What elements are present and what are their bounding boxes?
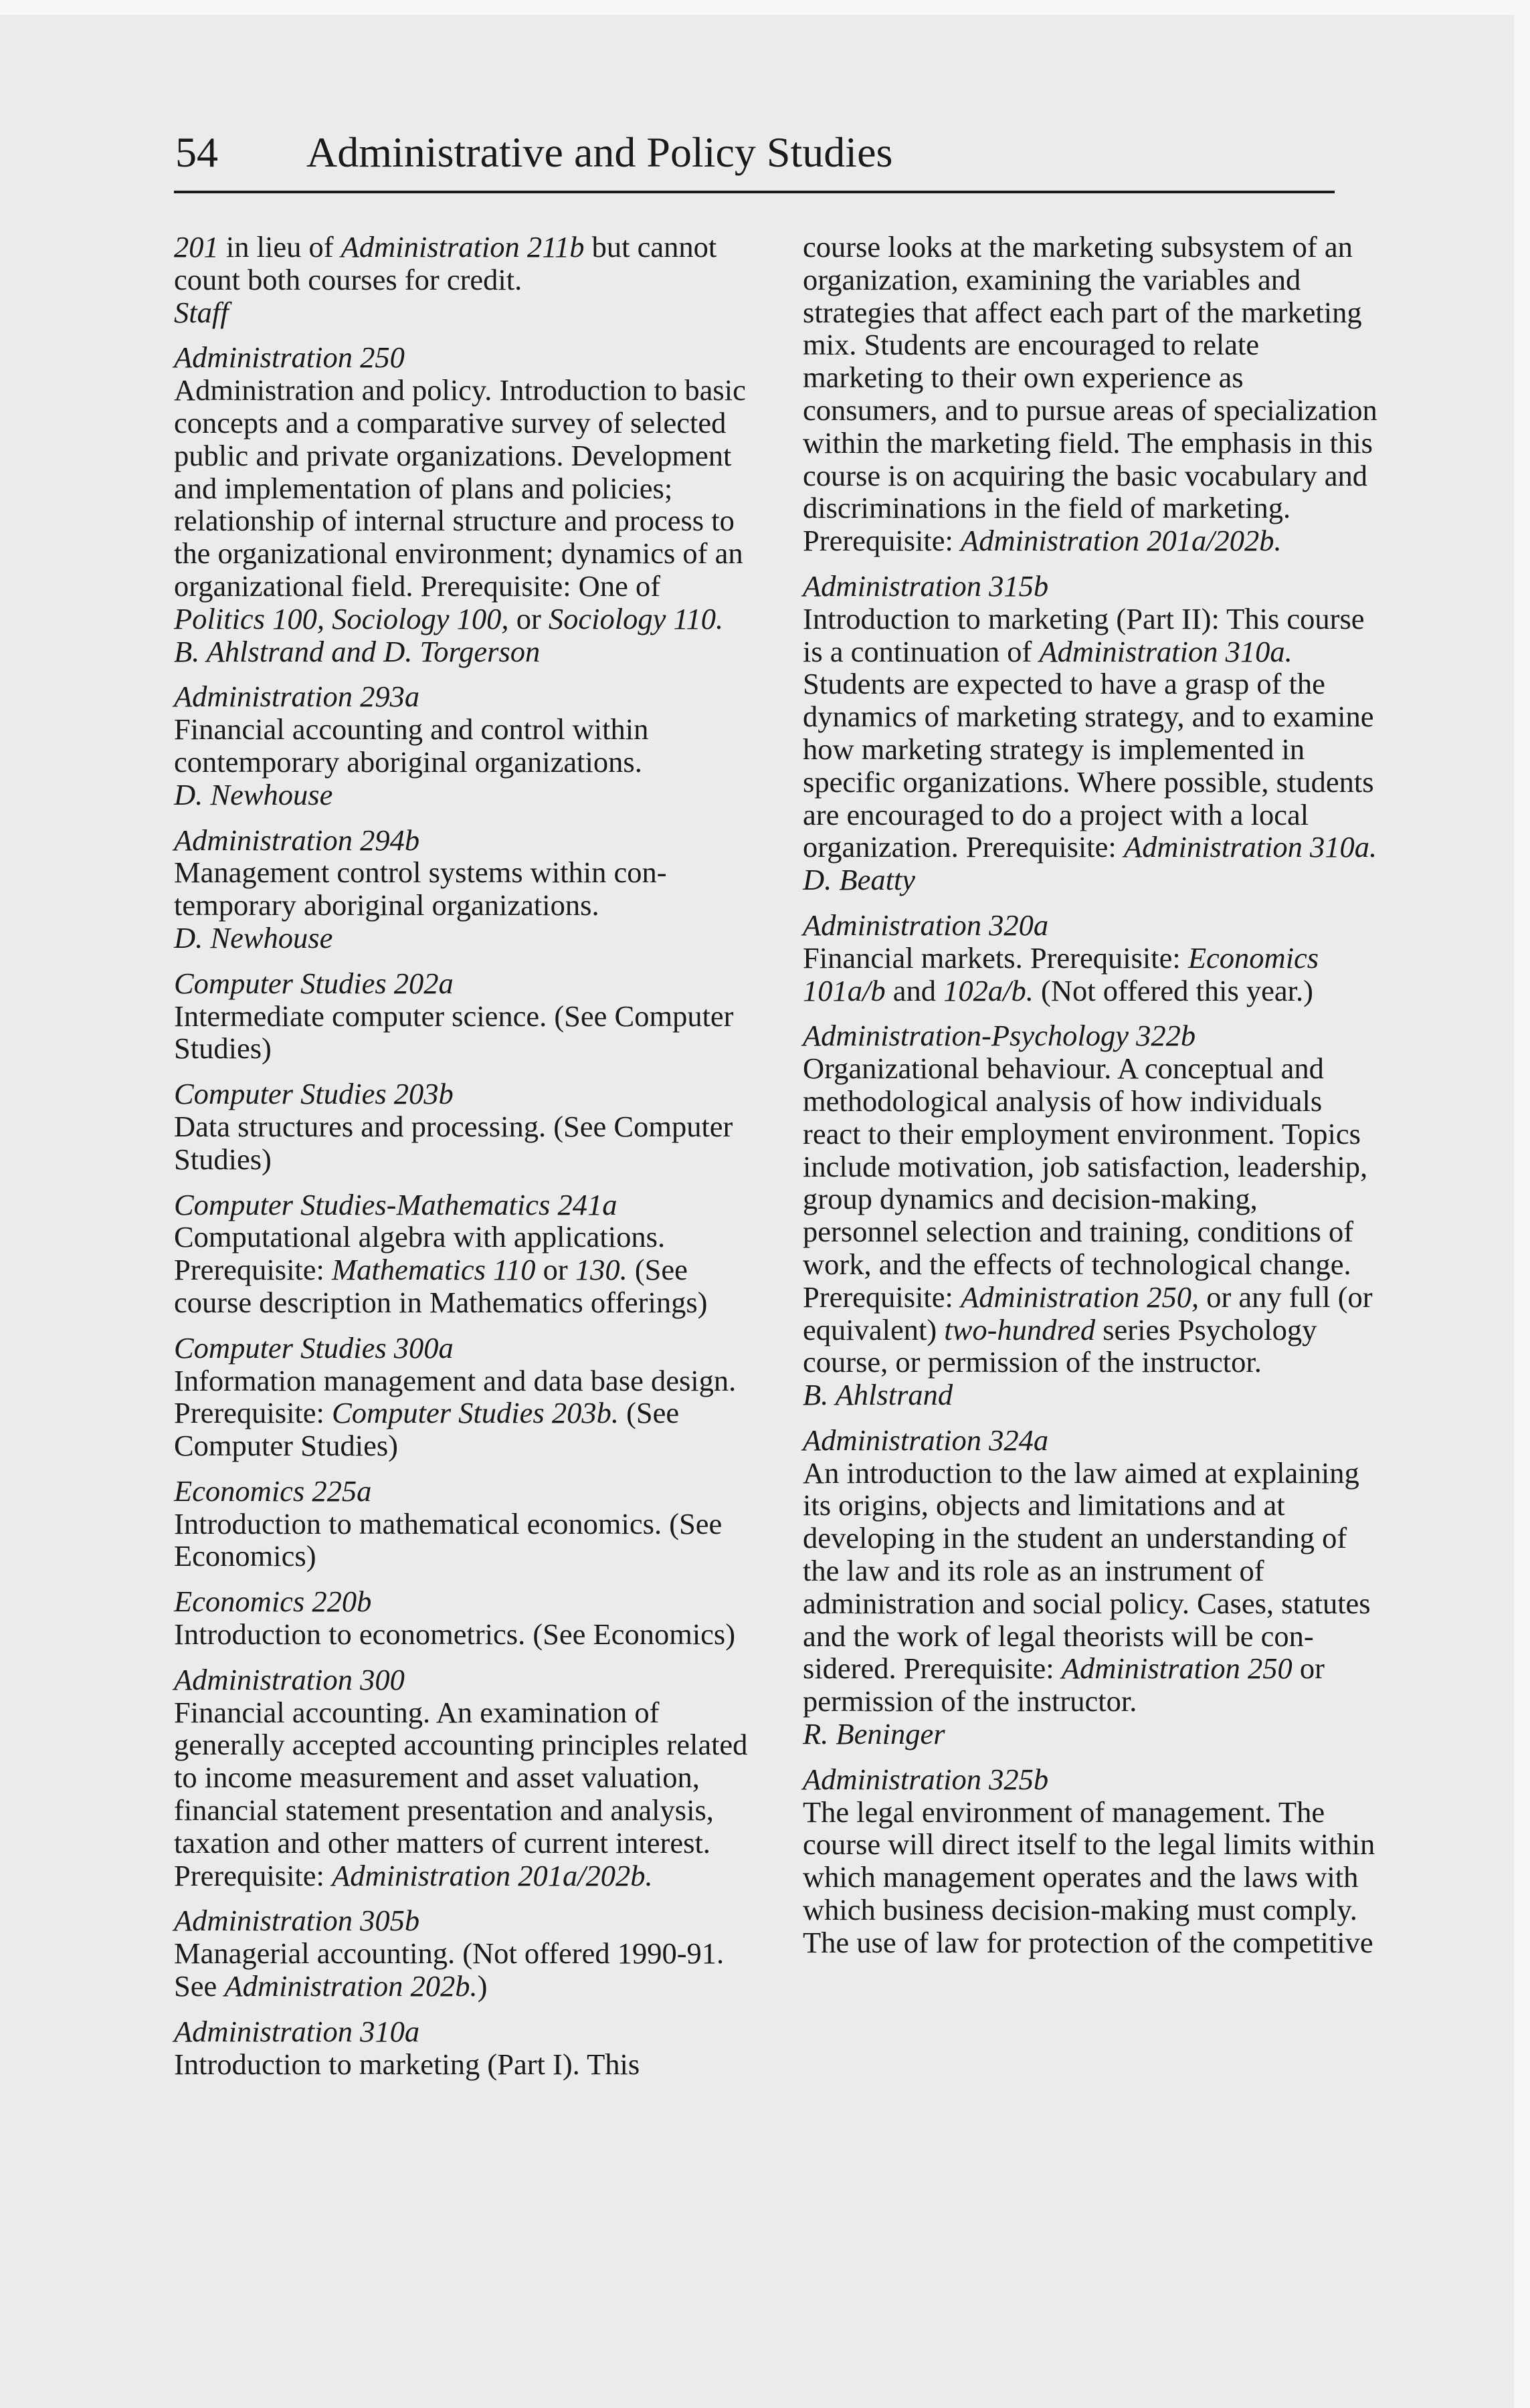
desc-text: Computational algebra with applications. Prerequisite: bbox=[174, 1220, 666, 1287]
course-title: Administration 300 bbox=[174, 1662, 405, 1696]
instructor: R. Beninger bbox=[803, 1717, 945, 1751]
scan-top-edge bbox=[0, 0, 1530, 15]
desc-text: or bbox=[508, 601, 549, 635]
entry-description: Financial accounting and control within contemporary aboriginal organizations. bbox=[174, 712, 649, 779]
course-title: Computer Studies-Mathematics 241a bbox=[174, 1187, 617, 1221]
page-number: 54 bbox=[175, 128, 218, 176]
course-title: Administration 320a bbox=[803, 908, 1049, 942]
course-title: Administration 250 bbox=[174, 340, 405, 375]
course-entry bbox=[174, 1585, 749, 1651]
course-ref: Administration 250 bbox=[1061, 1651, 1293, 1686]
course-entry bbox=[174, 2015, 749, 2081]
entry-description bbox=[803, 231, 1378, 557]
instructor: D. Newhouse bbox=[174, 920, 333, 955]
entry-description bbox=[174, 1365, 749, 1462]
course-ref: Administration 201a/202b. bbox=[332, 1858, 653, 1892]
instructor: D. Beatty bbox=[803, 863, 916, 897]
course-entry bbox=[174, 824, 749, 955]
desc-text: course looks at the marketing subsystem of an organization, examining the variables and strategies that affect each part of the marketing mix. Students are encouraged to relate marketing to their own experience as consumers, and to pursue areas of specialization within the marketing field. The emphasis in this course is on acquiring the basic vocabulary and discriminations in the field of marketing. Prerequisite: bbox=[803, 230, 1377, 558]
course-title: Administration 324a bbox=[803, 1423, 1049, 1457]
course-entry bbox=[174, 1664, 749, 1892]
entry-description bbox=[803, 942, 1378, 1007]
course-ref: 130. bbox=[575, 1253, 628, 1287]
course-entry bbox=[174, 1904, 749, 2002]
continuation-entry bbox=[174, 231, 749, 328]
entry-description bbox=[174, 1937, 749, 2003]
instructor: D. Newhouse bbox=[174, 777, 333, 811]
desc-text: ) bbox=[477, 1969, 488, 2003]
course-ref: Administration 211b bbox=[341, 230, 585, 264]
page-title: Administrative and Policy Studies bbox=[306, 128, 893, 176]
header-rule bbox=[174, 191, 1335, 193]
instructor: Staff bbox=[174, 295, 229, 329]
course-title: Economics 220b bbox=[174, 1585, 372, 1619]
entry-description: Intermediate computer science. (See Computer Studies) bbox=[174, 999, 734, 1066]
course-entry bbox=[174, 1078, 749, 1175]
course-title: Administration 293a bbox=[174, 680, 420, 714]
desc-text: Introduction to marketing (Part II): This course is a continuation of bbox=[803, 601, 1365, 668]
desc-text: Administration and policy. Introduction to basic concepts and a comparative survey of selected public and private organizations. Development and implementation of plans and policies; relationship of internal structure and process to the organizational environment; dynamics of an organizational field. Prerequisite: One of bbox=[174, 373, 746, 603]
course-entry bbox=[174, 341, 749, 668]
course-ref: Computer Studies 203b. bbox=[332, 1396, 619, 1430]
entry-description: Data structures and processing. (See Computer Studies) bbox=[174, 1109, 733, 1176]
desc-text: An introduction to the law aimed at explaining its origins, objects and limitations and at developing in the student an understanding of the law and its role as an instrument of administration and social policy. Cases, statutes and the work of legal theorists will be considered. Prerequisite: bbox=[803, 1456, 1371, 1686]
desc-text: in lieu of bbox=[218, 230, 341, 264]
desc-text: (Not offered this year.) bbox=[1033, 973, 1313, 1007]
desc-text: Organizational behaviour. A conceptual and methodological analysis of how individuals react to their employment environment. Topics include motivation, job satisfaction, leadership, group dynamics and decision-making, personnel selection and training, conditions of work, and the effects of technological change. Prerequisite: bbox=[803, 1051, 1368, 1314]
course-entry bbox=[174, 1332, 749, 1462]
course-ref: Administration 202b. bbox=[224, 1969, 478, 2003]
course-ref: Mathematics 110 bbox=[332, 1253, 536, 1287]
course-entry bbox=[174, 1475, 749, 1573]
course-entry bbox=[803, 1019, 1378, 1411]
entry-description bbox=[174, 374, 749, 635]
entry-description bbox=[803, 603, 1378, 864]
desc-text: Information management and data base design. Prerequisite: bbox=[174, 1363, 737, 1430]
desc-text: or permission of the instructor. bbox=[803, 1651, 1325, 1718]
course-title: Economics 225a bbox=[174, 1474, 372, 1508]
entry-description: Introduction to mathematical economics. (See Economics) bbox=[174, 1506, 723, 1573]
course-entry bbox=[803, 570, 1378, 896]
desc-text: Managerial accounting. (Not offered 1990-91. See bbox=[174, 1936, 725, 2003]
entry-description: Introduction to marketing (Part I). This bbox=[174, 2047, 640, 2081]
entry-description: The legal environment of management. The course will direct itself to the legal limits within which management operates and the laws with which business decision-making must comply. The use of law for protection of the competitive bbox=[803, 1795, 1375, 1959]
course-ref: Administration 310a. bbox=[1123, 830, 1377, 864]
instructor: B. Ahlstrand bbox=[803, 1378, 953, 1412]
course-title: Computer Studies 203b bbox=[174, 1077, 454, 1111]
course-ref: two-hundred bbox=[944, 1312, 1096, 1346]
instructor: B. Ahlstrand and D. Torgerson bbox=[174, 634, 541, 668]
course-title: Administration 305b bbox=[174, 1904, 420, 1938]
entry-description bbox=[174, 1696, 749, 1892]
course-ref: Economics 101a/b bbox=[803, 940, 1319, 1007]
desc-text: Students are expected to have a grasp of the dynamics of marketing strategy, and to examine how marketing strategy is implemented in specific organizations. Where possible, students are encouraged to do a project with a local organization. Prerequisite: bbox=[803, 667, 1374, 864]
desc-text: series Psychology course, or permission of the instructor. bbox=[803, 1312, 1317, 1379]
course-entry bbox=[803, 909, 1378, 1007]
course-title: Administration 310a bbox=[174, 2014, 420, 2048]
course-entry bbox=[174, 967, 749, 1065]
course-title: Administration 325b bbox=[803, 1762, 1049, 1796]
left-column bbox=[174, 231, 749, 2093]
course-title: Computer Studies 300a bbox=[174, 1330, 454, 1365]
desc-text: (See course description in Mathematics offerings) bbox=[174, 1253, 708, 1319]
entry-description bbox=[803, 1457, 1378, 1718]
course-entry bbox=[174, 1189, 749, 1319]
entry-description bbox=[174, 1221, 749, 1318]
page-header bbox=[175, 126, 1333, 179]
course-ref: Sociology 110. bbox=[548, 601, 724, 635]
course-ref: Politics 100, Sociology 100, bbox=[174, 601, 509, 635]
desc-text: and bbox=[885, 973, 944, 1007]
desc-text: or any full (or equivalent) bbox=[803, 1280, 1373, 1346]
course-title: Administration 294b bbox=[174, 823, 420, 857]
desc-text: Financial accounting. An examination of generally accepted accounting principles related to income measurement and asset valuation, financial statement presentation and analysis, taxation and other matters of current interest. Prerequisite: bbox=[174, 1695, 748, 1892]
course-entry bbox=[803, 1424, 1378, 1750]
course-entry bbox=[803, 1763, 1378, 1959]
course-ref: Administration 250, bbox=[961, 1280, 1200, 1314]
course-ref: Administration 201a/202b. bbox=[961, 524, 1282, 558]
entry-description: Management control systems within contemporary aboriginal organizations. bbox=[174, 856, 667, 922]
right-column bbox=[803, 231, 1378, 1972]
entry-description bbox=[174, 231, 749, 296]
entry-description bbox=[803, 1052, 1378, 1379]
desc-text: but cannot count both courses for credit. bbox=[174, 230, 717, 296]
entry-description: Introduction to econometrics. (See Economics) bbox=[174, 1617, 736, 1651]
course-ref: 201 bbox=[174, 230, 219, 264]
course-ref: Administration 310a. bbox=[1039, 634, 1293, 668]
course-ref: 102a/b. bbox=[943, 973, 1034, 1007]
desc-text: Financial markets. Prerequisite: bbox=[803, 940, 1188, 975]
desc-text: (See Computer Studies) bbox=[174, 1396, 680, 1463]
continuation-entry bbox=[803, 231, 1378, 557]
course-entry bbox=[174, 680, 749, 811]
course-title: Administration-Psychology 322b bbox=[803, 1019, 1196, 1053]
course-title: Administration 315b bbox=[803, 569, 1049, 603]
scan-right-edge bbox=[1514, 0, 1530, 2408]
desc-text: or bbox=[535, 1253, 575, 1287]
course-title: Computer Studies 202a bbox=[174, 966, 454, 1000]
